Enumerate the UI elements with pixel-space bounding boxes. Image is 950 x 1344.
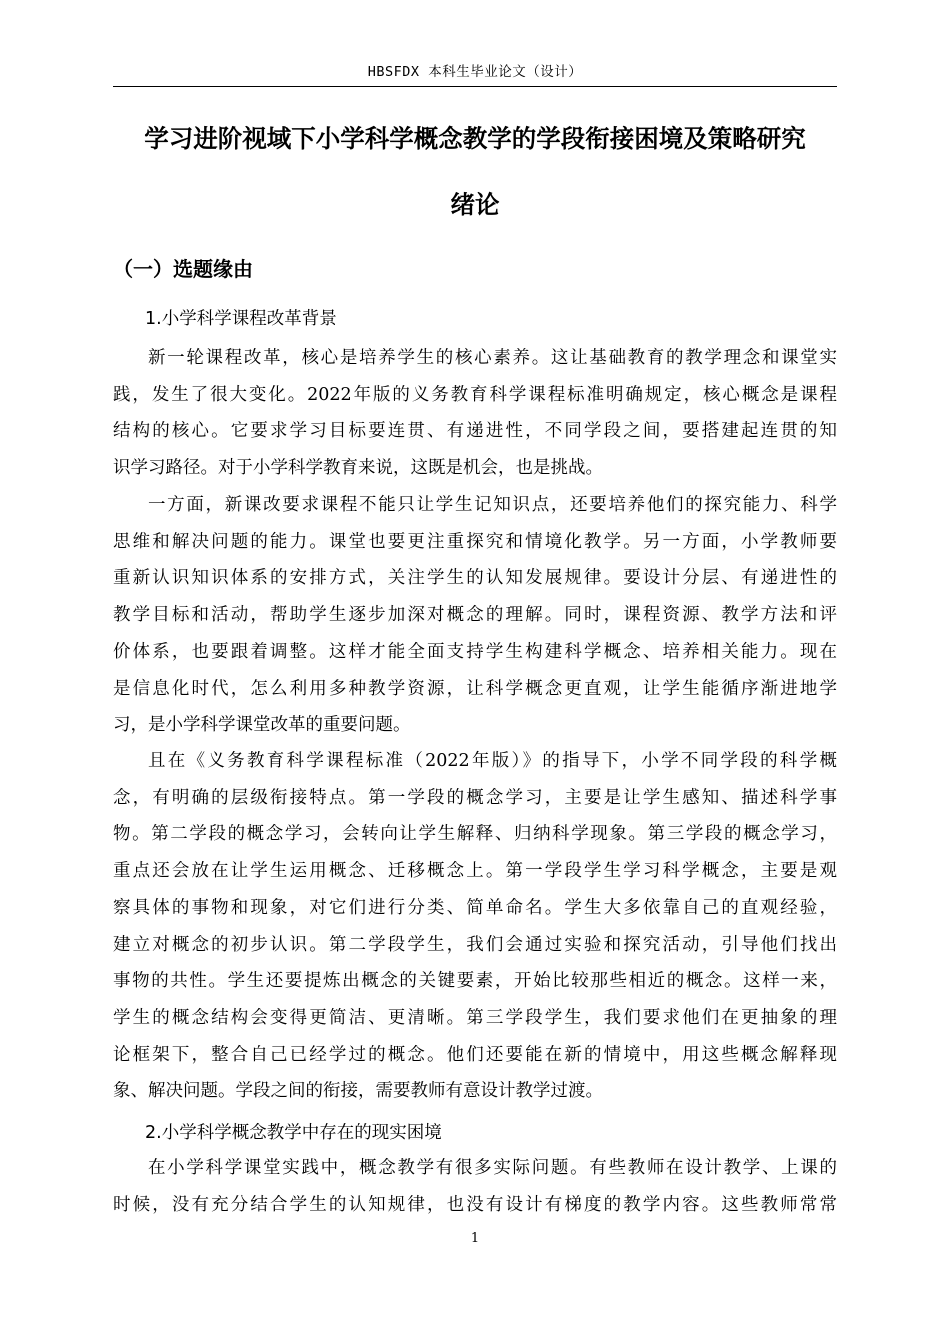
text-line: 时候，没有充分结合学生的认知规律，也没有设计有梯度的教学内容。这些教师常常 bbox=[113, 1194, 837, 1215]
text-line: 念，有明确的层级衔接特点。第一学段的概念学习，主要是让学生感知、描述科学事 bbox=[113, 787, 837, 808]
text-line: 一方面，新课改要求课程不能只让学生记知识点，还要培养他们的探究能力、科学 bbox=[148, 495, 837, 515]
header-divider bbox=[113, 86, 837, 87]
running-header: HBSFDX 本科生毕业论文（设计） bbox=[367, 64, 583, 80]
text-line: 识学习路径。对于小学科学教育来说，这既是机会，也是挑战。 bbox=[113, 458, 603, 479]
text-line: 是信息化时代，怎么利用多种教学资源，让科学概念更直观，让学生能循序渐进地学 bbox=[113, 678, 837, 699]
section-heading: （一）选题缘由 bbox=[113, 257, 253, 281]
text-line: 象、解决问题。学段之间的衔接，需要教师有意设计教学过渡。 bbox=[113, 1081, 603, 1102]
text-line: 价体系，也要跟着调整。这样才能全面支持学生构建科学概念、培养相关能力。现在 bbox=[113, 641, 837, 662]
text-line: 察具体的事物和现象，对它们进行分类、简单命名。学生大多依靠自己的直观经验， bbox=[113, 897, 837, 918]
paragraph bbox=[113, 743, 837, 1110]
text-line: 且在《义务教育科学课程标准（2022年版）》的指导下，小学不同学段的科学概 bbox=[148, 751, 837, 771]
text-line: 重新认识知识体系的安排方式，关注学生的认知发展规律。要设计分层、有递进性的 bbox=[113, 568, 837, 589]
text-line: 新一轮课程改革，核心是培养学生的核心素养。这让基础教育的教学理念和课堂实 bbox=[148, 348, 837, 368]
text-line: 践，发生了很大变化。2022年版的义务教育科学课程标准明确规定，核心概念是课程 bbox=[113, 384, 837, 405]
text-line: 在小学科学课堂实践中，概念教学有很多实际问题。有些教师在设计教学、上课的 bbox=[148, 1158, 837, 1178]
text-line: 习，是小学科学课堂改革的重要问题。 bbox=[113, 715, 411, 736]
subsection-heading: 2.小学科学概念教学中存在的现实困境 bbox=[145, 1123, 442, 1143]
text-line: 事物的共性。学生还要提炼出概念的关键要素，开始比较那些相近的概念。这样一来， bbox=[113, 971, 837, 992]
paragraph bbox=[113, 340, 837, 487]
thesis-title: 学习进阶视域下小学科学概念教学的学段衔接困境及策略研究 bbox=[144, 124, 806, 153]
text-line: 物。第二学段的概念学习，会转向让学生解释、归纳科学现象。第三学段的概念学习， bbox=[113, 824, 837, 845]
paragraph bbox=[113, 487, 837, 744]
chapter-title: 绪论 bbox=[450, 190, 500, 219]
text-line: 重点还会放在让学生运用概念、迁移概念上。第一学段学生学习科学概念，主要是观 bbox=[113, 861, 837, 882]
text-line: 教学目标和活动，帮助学生逐步加深对概念的理解。同时，课程资源、教学方法和评 bbox=[113, 605, 837, 626]
text-line: 思维和解决问题的能力。课堂也要更注重探究和情境化教学。另一方面，小学教师要 bbox=[113, 531, 837, 552]
subsection-heading: 1.小学科学课程改革背景 bbox=[145, 309, 337, 329]
text-line: 学生的概念结构会变得更简洁、更清晰。第三学段学生，我们要求他们在更抽象的理 bbox=[113, 1007, 837, 1028]
page-number: 1 bbox=[470, 1231, 480, 1246]
text-line: 建立对概念的初步认识。第二学段学生，我们会通过实验和探究活动，引导他们找出 bbox=[113, 934, 837, 955]
paragraph bbox=[113, 1150, 837, 1223]
text-line: 论框架下，整合自己已经学过的概念。他们还要能在新的情境中，用这些概念解释现 bbox=[113, 1044, 837, 1065]
text-line: 结构的核心。它要求学习目标要连贯、有递进性，不同学段之间，要搭建起连贯的知 bbox=[113, 421, 837, 442]
